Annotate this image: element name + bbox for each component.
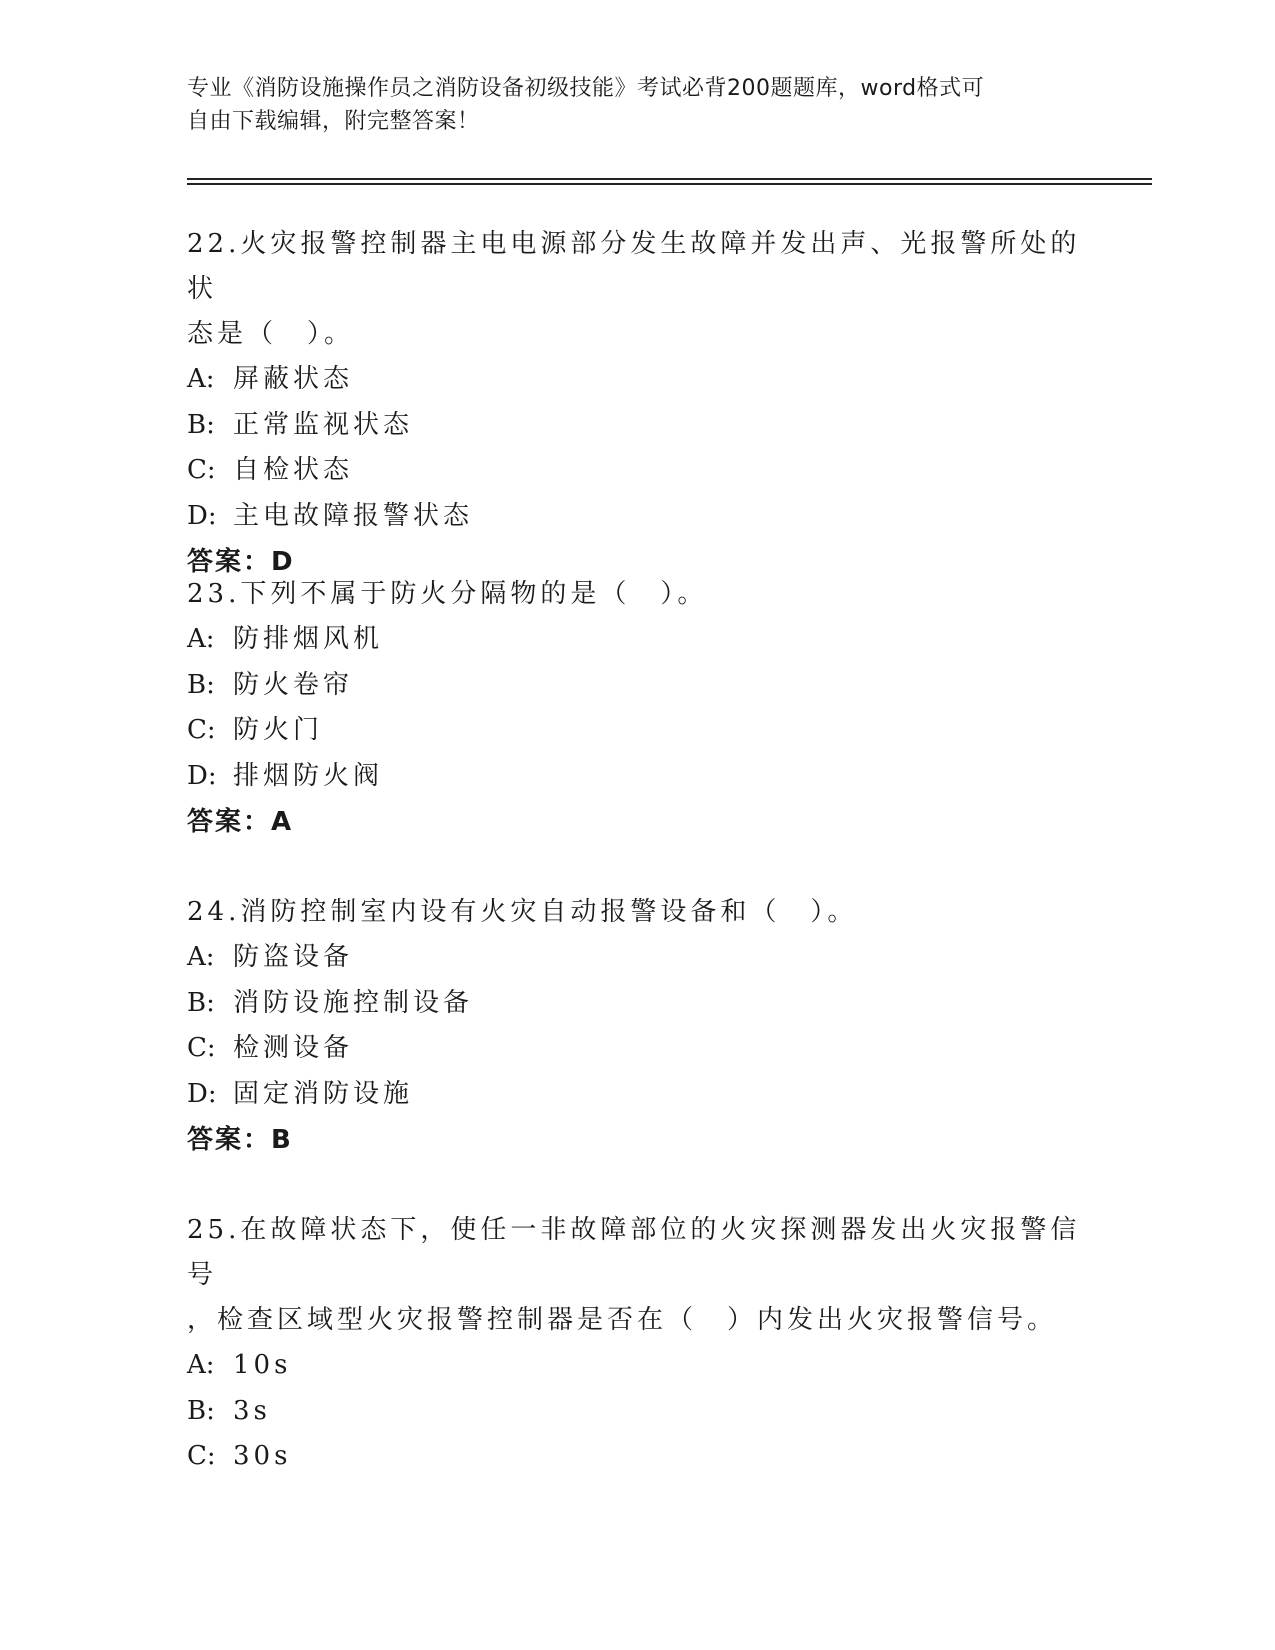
option-c <box>187 1026 1087 1072</box>
header-divider-top <box>187 178 1152 180</box>
option-text: 检测设备 <box>233 1033 354 1063</box>
option-a <box>187 1343 1087 1389</box>
option-b <box>187 403 1087 449</box>
question-stem-line-1: 22.火灾报警控制器主电电源部分发生故障并发出声、光报警所处的状 <box>187 229 1081 304</box>
option-b <box>187 663 1087 709</box>
option-text: 防排烟风机 <box>233 624 384 654</box>
option-letter: C: <box>187 715 216 745</box>
answer: 答案：D <box>187 547 295 577</box>
question-24 <box>187 890 1087 1163</box>
option-letter: D: <box>187 760 217 791</box>
answer: 答案：A <box>187 807 294 837</box>
option-letter: D: <box>187 500 217 531</box>
option-text: 30s <box>233 1441 292 1471</box>
question-stem-line-1: 23.下列不属于防火分隔物的是（ ）。 <box>187 579 708 609</box>
option-text: 防火门 <box>233 715 324 745</box>
option-letter: A: <box>187 1350 215 1380</box>
option-letter: A: <box>187 364 215 394</box>
option-text: 自检状态 <box>233 455 354 485</box>
header-line-2: 自由下载编辑，附完整答案！ <box>187 109 480 134</box>
option-letter: B: <box>187 1395 215 1426</box>
document-header <box>187 72 1087 138</box>
option-letter: C: <box>187 455 216 485</box>
question-23 <box>187 572 1087 845</box>
option-d <box>187 494 1087 540</box>
option-letter: A: <box>187 624 215 654</box>
question-25 <box>187 1208 1087 1480</box>
option-text: 3s <box>233 1395 271 1426</box>
option-b <box>187 981 1087 1027</box>
option-letter: D: <box>187 1078 217 1109</box>
option-b <box>187 1389 1087 1435</box>
option-text: 固定消防设施 <box>233 1078 414 1109</box>
option-a <box>187 935 1087 981</box>
option-letter: A: <box>187 942 215 972</box>
header-line-1: 专业《消防设施操作员之消防设备初级技能》考试必背200题题库，word格式可 <box>187 76 985 101</box>
option-letter: B: <box>187 409 215 440</box>
option-text: 排烟防火阀 <box>233 760 384 791</box>
header-divider-bottom <box>187 183 1152 185</box>
option-text: 正常监视状态 <box>233 409 414 440</box>
option-d <box>187 1072 1087 1118</box>
option-d <box>187 754 1087 800</box>
option-c <box>187 708 1087 754</box>
option-letter: B: <box>187 669 215 700</box>
option-text: 主电故障报警状态 <box>233 500 474 531</box>
option-c <box>187 448 1087 494</box>
option-text: 防盗设备 <box>233 942 354 972</box>
option-letter: C: <box>187 1033 216 1063</box>
option-a <box>187 617 1087 663</box>
question-stem-line-2: 态是（ ）。 <box>187 319 355 349</box>
option-text: 10s <box>233 1350 292 1380</box>
question-22 <box>187 222 1087 585</box>
option-letter: C: <box>187 1441 216 1471</box>
question-stem-line-1: 24.消防控制室内设有火灾自动报警设备和（ ）。 <box>187 897 858 927</box>
question-stem-line-2: ，检查区域型火灾报警控制器是否在（ ）内发出火灾报警信号。 <box>187 1305 1058 1335</box>
option-letter: B: <box>187 987 215 1018</box>
option-text: 屏蔽状态 <box>233 364 354 394</box>
question-stem-line-1: 25.在故障状态下，使任一非故障部位的火灾探测器发出火灾报警信号 <box>187 1215 1081 1290</box>
option-text: 消防设施控制设备 <box>233 987 474 1018</box>
option-a <box>187 357 1087 403</box>
option-text: 防火卷帘 <box>233 669 354 700</box>
answer: 答案：B <box>187 1125 293 1155</box>
option-c <box>187 1434 1087 1480</box>
